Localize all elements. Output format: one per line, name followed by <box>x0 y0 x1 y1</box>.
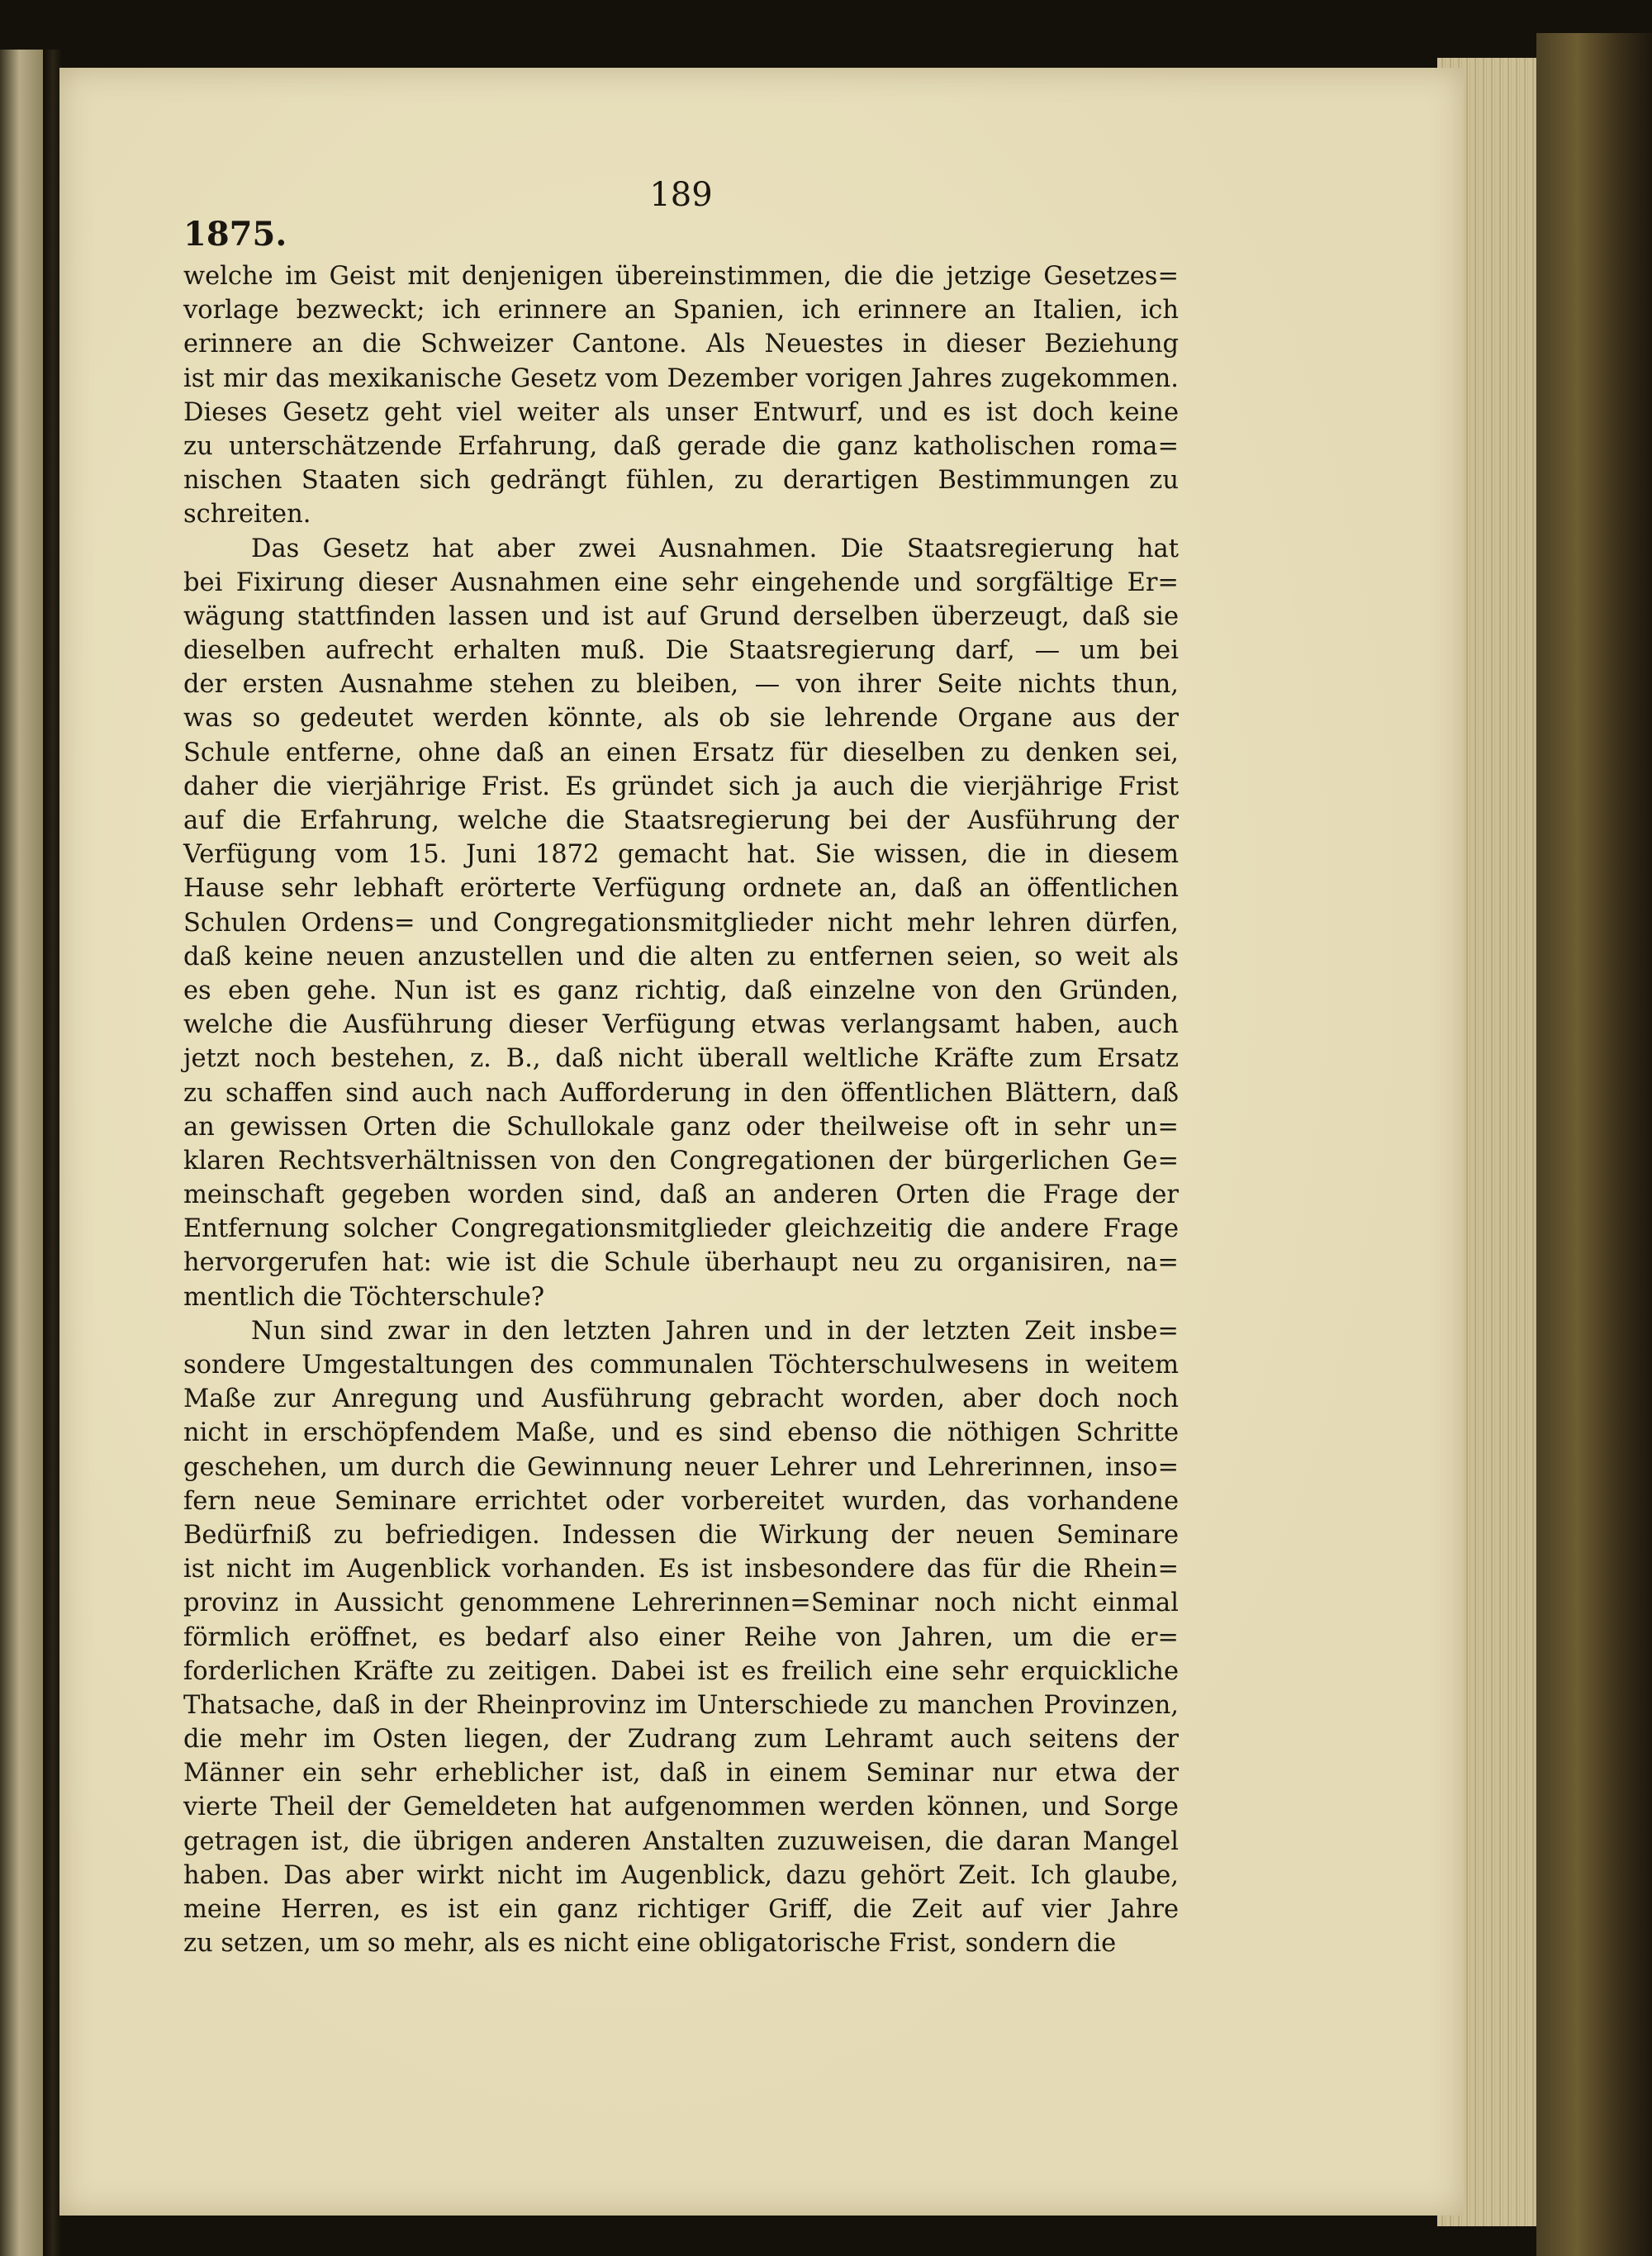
book-cover <box>1536 33 1652 2256</box>
paragraph <box>183 532 1179 1314</box>
running-head-year: 1875. <box>183 215 287 254</box>
text-line: wägung stattfinden lassen und ist auf Grund derselben überzeugt, daß sie <box>183 601 1179 631</box>
text-line: getragen ist, die übrigen anderen Anstalten zuzuweisen, die daran Mangel <box>183 1826 1179 1856</box>
text-line: klaren Rechtsverhältnissen von den Congregationen der bürgerlichen Ge= <box>183 1146 1179 1175</box>
text-line: erinnere an die Schweizer Cantone. Als Neuestes in dieser Beziehung <box>183 330 1179 359</box>
body-text <box>183 259 1179 1960</box>
text-line: Das Gesetz hat aber zwei Ausnahmen. Die Staatsregierung hat <box>251 534 1179 563</box>
paragraph <box>183 259 1179 532</box>
text-line: vierte Theil der Gemeldeten hat aufgenommen werden können, und Sorge <box>183 1793 1179 1822</box>
text-line: an gewissen Orten die Schullokale ganz oder theilweise oft in sehr un= <box>183 1112 1179 1142</box>
text-line: ist mir das mexikanische Gesetz vom Dezember vorigen Jahres zugekommen. <box>183 363 1179 393</box>
text-line: jetzt noch bestehen, z. B., daß nicht überall weltliche Kräfte zum Ersatz <box>183 1044 1179 1074</box>
text-line: meine Herren, es ist ein ganz richtiger Griff, die Zeit auf vier Jahre <box>183 1895 1179 1924</box>
text-line: Dieses Gesetz geht viel weiter als unser Entwurf, und es ist doch keine <box>183 397 1179 427</box>
text-line: es eben gehe. Nun ist es ganz richtig, daß einzelne von den Gründen, <box>183 976 1179 1005</box>
facing-page-edge <box>0 50 43 2256</box>
text-line: Nun sind zwar in den letzten Jahren und in der letzten Zeit insbe= <box>251 1316 1179 1346</box>
text-line: auf die Erfahrung, welche die Staatsregierung bei der Ausführung der <box>183 806 1179 835</box>
text-line: welche die Ausführung dieser Verfügung etwas verlangsamt haben, auch <box>183 1010 1179 1040</box>
text-line: schreiten. <box>183 500 311 530</box>
text-line: sondere Umgestaltungen des communalen Töchterschulwesens in weitem <box>183 1351 1179 1380</box>
text-line: fern neue Seminare errichtet oder vorbereitet wurden, das vorhandene <box>183 1486 1179 1516</box>
text-line: mentlich die Töchterschule? <box>183 1282 545 1312</box>
text-line: Entfernung solcher Congregationsmitglieder gleichzeitig die andere Frage <box>183 1214 1179 1244</box>
text-line: Hause sehr lebhaft erörterte Verfügung ordnete an, daß an öffentlichen <box>183 874 1179 904</box>
text-line: nicht in erschöpfendem Maße, und es sind ebenso die nöthigen Schritte <box>183 1418 1179 1448</box>
text-line: forderlichen Kräfte zu zeitigen. Dabei ist es freilich eine sehr erquickliche <box>183 1656 1179 1686</box>
page-number: 189 <box>649 176 713 214</box>
text-line: bei Fixirung dieser Ausnahmen eine sehr eingehende und sorgfältige Er= <box>183 568 1179 597</box>
text-line: Bedürfniß zu befriedigen. Indessen die Wirkung der neuen Seminare <box>183 1520 1179 1550</box>
text-line: Schule entferne, ohne daß an einen Ersatz für dieselben zu denken sei, <box>183 738 1179 767</box>
text-line: was so gedeutet werden könnte, als ob sie lehrende Organe aus der <box>183 704 1179 734</box>
text-line: hervorgerufen hat: wie ist die Schule überhaupt neu zu organisiren, na= <box>183 1248 1179 1278</box>
text-line: Maße zur Anregung und Ausführung gebracht worden, aber doch noch <box>183 1384 1179 1414</box>
text-line: geschehen, um durch die Gewinnung neuer Lehrer und Lehrerinnen, inso= <box>183 1452 1179 1482</box>
text-line: förmlich eröffnet, es bedarf also einer Reihe von Jahren, um die er= <box>183 1622 1179 1652</box>
text-line: dieselben aufrecht erhalten muß. Die Staatsregierung darf, — um bei <box>183 636 1179 666</box>
text-line: daß keine neuen anzustellen und die alten zu entfernen seien, so weit als <box>183 942 1179 971</box>
text-line: Thatsache, daß in der Rheinprovinz im Unterschiede zu manchen Provinzen, <box>183 1690 1179 1720</box>
text-line: ist nicht im Augenblick vorhanden. Es ist insbesondere das für die Rhein= <box>183 1555 1179 1584</box>
paragraph <box>183 1314 1179 1961</box>
text-line: der ersten Ausnahme stehen zu bleiben, — von ihrer Seite nichts thun, <box>183 670 1179 700</box>
text-line: die mehr im Osten liegen, der Zudrang zum Lehramt auch seitens der <box>183 1725 1179 1755</box>
text-line: Schulen Ordens= und Congregationsmitglieder nicht mehr lehren dürfen, <box>183 908 1179 938</box>
text-line: meinschaft gegeben worden sind, daß an anderen Orten die Frage der <box>183 1180 1179 1210</box>
text-line: zu unterschätzende Erfahrung, daß gerade die ganz katholischen roma= <box>183 431 1179 461</box>
text-line: provinz in Aussicht genommene Lehrerinnen=Seminar noch nicht einmal <box>183 1589 1179 1618</box>
text-line: zu setzen, um so mehr, als es nicht eine obligatorische Frist, sondern die <box>183 1929 1117 1959</box>
text-line: zu schaffen sind auch nach Aufforderung in den öffentlichen Blättern, daß <box>183 1078 1179 1108</box>
text-line: welche im Geist mit denjenigen übereinstimmen, die die jetzige Gesetzes= <box>183 262 1179 291</box>
text-line: vorlage bezweckt; ich erinnere an Spanien, ich erinnere an Italien, ich <box>183 296 1179 325</box>
text-line: Verfügung vom 15. Juni 1872 gemacht hat. Sie wissen, die in diesem <box>183 840 1179 870</box>
text-line: daher die vierjährige Frist. Es gründet sich ja auch die vierjährige Frist <box>183 772 1179 801</box>
text-line: haben. Das aber wirkt nicht im Augenblick, dazu gehört Zeit. Ich glaube, <box>183 1860 1179 1890</box>
text-line: Männer ein sehr erheblicher ist, daß in einem Seminar nur etwa der <box>183 1759 1179 1788</box>
text-line: nischen Staaten sich gedrängt fühlen, zu derartigen Bestimmungen zu <box>183 466 1179 496</box>
